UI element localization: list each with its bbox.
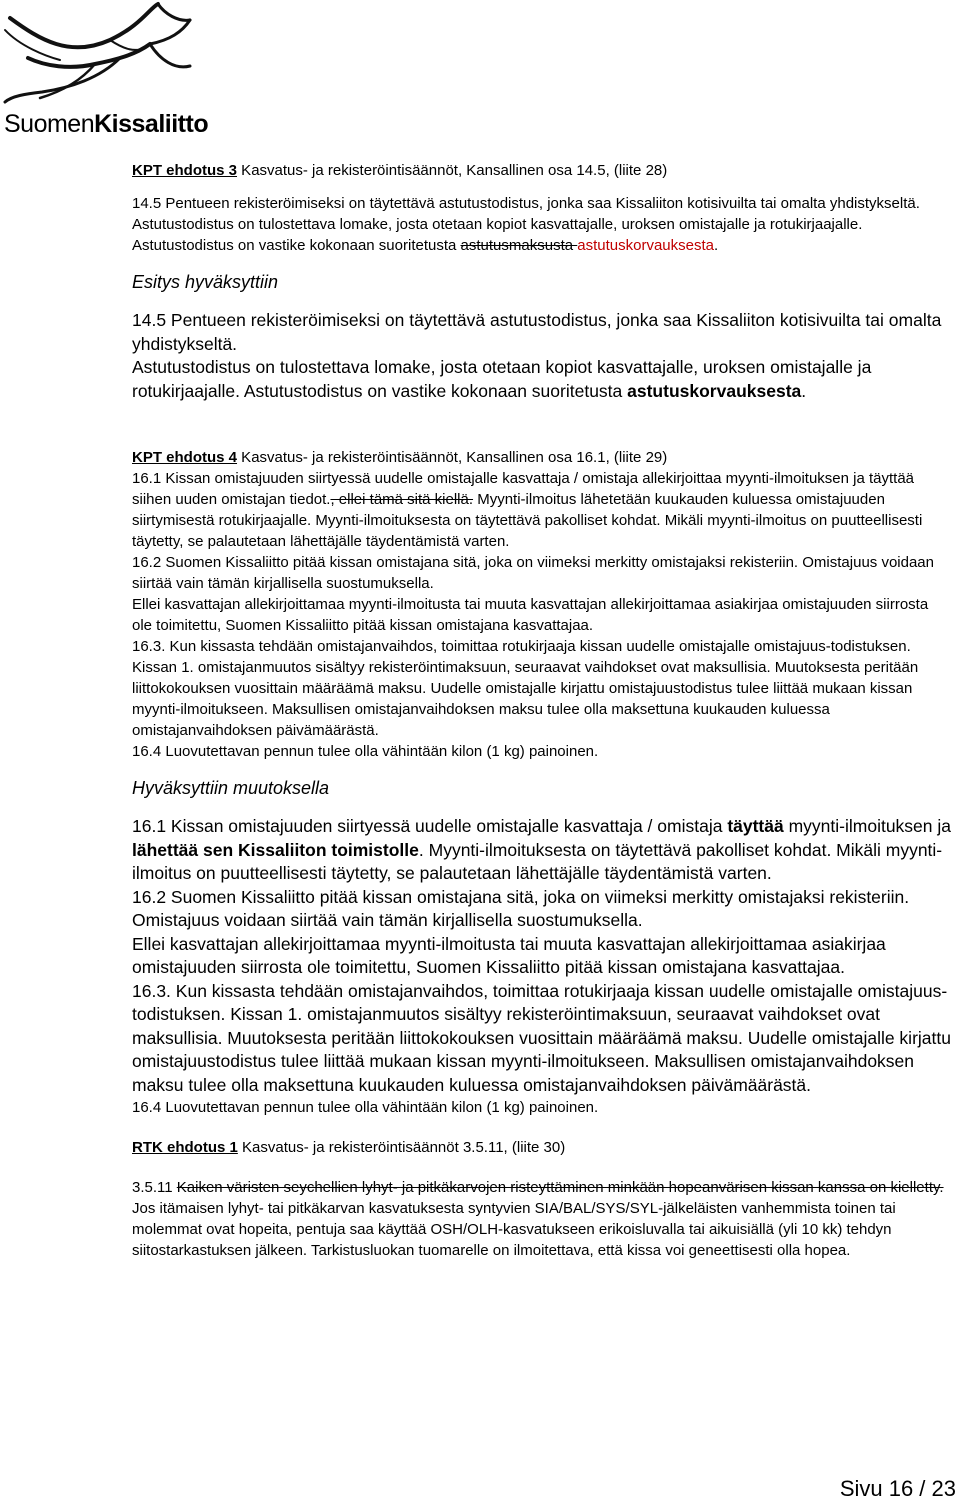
kpt3-paragraph-2 [132, 214, 952, 256]
kpt4-paragraph-1 [132, 468, 952, 552]
kpt4-heading [132, 447, 952, 468]
rtk1-struck: Kaiken väristen seychellien lyhyt- ja pitkäkarvojen risteyttäminen minkään hopeanvärisen kissan kanssa on kielletty. [176, 1179, 944, 1196]
kpt3-heading-label: KPT ehdotus 3 [132, 162, 238, 179]
kpt4-paragraph-2: 16.2 Suomen Kissaliitto pitää kissan omistajana sitä, joka on viimeksi merkitty omistajaksi rekisteriin. Omistajuus voidaan siirtää vain tämän kirjallisella suostumuksella. [132, 554, 934, 592]
kpt4-a1-mid: myynti-ilmoituksen ja [783, 816, 952, 836]
page-number: Sivu 16 / 23 [839, 1476, 956, 1501]
kpt3-approved-heading: Esitys hyväksyttiin [132, 272, 279, 292]
kpt4-approved-5: 16.4 Luovutettavan pennun tulee olla vähintään kilon (1 kg) painoinen. [132, 1099, 599, 1116]
suomen-kissaliitto-logo [0, 0, 215, 145]
rtk1-heading [132, 1137, 952, 1158]
kpt4-a1-rest: . Myynti-ilmoituksesta on täytettävä pakolliset kohdat. Mikäli myynti-ilmoitus on puutteellisesti täytetty, se palautetaan lähettäjälle täydentämistä varten. [132, 839, 943, 883]
kpt4-a1-bold-2: lähettää sen Kissaliiton toimistolle [132, 839, 419, 860]
kpt3-a2-text: Astutustodistus on tulostettava lomake, josta otetaan kopiot kasvattajalle, uroksen omistajalle ja rotukirjaajalle. Astutustodistus on vastike kokonaan suoritetusta [132, 357, 872, 401]
logo-text-bold: Kissaliitto [94, 110, 209, 138]
kpt4-p1-rest: Myynti-ilmoitus lähetetään kuukauden kuluessa omistajuuden siirtymisestä rotukirjaajalle. Myynti-ilmoituksesta on täytettävä pakolliset kohdat. Mikäli myynti-ilmoitus on puutteellisesti täytetty, se palautetaan lähettäjälle täydentämistä varten. [132, 491, 923, 550]
kpt4-p1-struck: , ellei tämä sitä kiellä. [330, 491, 474, 508]
kpt3-heading-rest: Kasvatus- ja rekisteröintisäännöt, Kansallinen osa 14.5, (liite 28) [237, 162, 668, 179]
kpt4-paragraph-5: 16.4 Luovutettavan pennun tulee olla vähintään kilon (1 kg) painoinen. [132, 743, 599, 760]
logo-wordmark [4, 110, 208, 139]
kpt4-approved-heading: Hyväksyttiin muutoksella [132, 778, 330, 798]
kpt3-paragraph-1: 14.5 Pentueen rekisteröimiseksi on täytettävä astutustodistus, jonka saa Kissaliiton kotisivuilta tai omalta yhdistykseltä. [132, 195, 920, 212]
rtk1-num: 3.5.11 [132, 1179, 177, 1196]
rtk1-paragraph-2: Jos itämaisen lyhyt- tai pitkäkarvan kasvatuksesta syntyvien SIA/BAL/SYS/SYL-jälkeläisten vanhemmista toinen tai molemmat ovat hopeita, pentuja saa käyttää OSH/OLH-kasvatukseen erikoisluvalla tai aikuisiällä (yli 10 kk) tehdyn siitostarkastuksen jälkeen. Tarkistusluokan tuomarelle on ilmoitettava, että kissa voi geneettisesti olla hopea. [132, 1200, 896, 1259]
rtk1-heading-label: RTK ehdotus 1 [132, 1139, 238, 1156]
kpt4-approved-3: Ellei kasvattajan allekirjoittamaa myynti-ilmoitusta tai muuta kasvattajan allekirjoittamaa asiakirjaa omistajuuden siirrosta ole toimitettu, Suomen Kissaliitto pitää kissan omistajana kasvattajaa. [132, 933, 886, 977]
kpt4-approved-2: 16.2 Suomen Kissaliitto pitää kissan omistajana sitä, joka on viimeksi merkitty omistajaksi rekisteriin. Omistajuus voidaan siirtää vain tämän kirjallisella suostumuksella. [132, 886, 910, 930]
kpt3-p2-end: . [714, 237, 719, 254]
kpt4-paragraph-4: 16.3. Kun kissasta tehdään omistajanvaihdos, toimittaa rotukirjaaja kissan uudelle omistajalle omistajuus-todistuksen. Kissan 1. omistajanmuutos sisältyy rekisteröintimaksuun, seuraavat vaihdokset ovat maksullisia. Muutoksesta peritään liittokokouksen vuosittain määräämä maksu. Uudelle omistajalle kirjattu omistajuustodistus tulee liittää mukaan kissan myynti-ilmoitukseen. Maksullisen omistajanvaihdoksen maksu tulee olla maksettuna kuukauden kuluessa omistajanvaihdoksen päivämäärästä. [132, 638, 919, 739]
kpt4-paragraph-3: Ellei kasvattajan allekirjoittamaa myynti-ilmoitusta tai muuta kasvattajan allekirjoittamaa asiakirjaa omistajuuden siirrosta ole toimitettu, Suomen Kissaliitto pitää kissan omistajana kasvattajaa. [132, 596, 929, 634]
kpt3-p2-struck: astutusmaksusta [460, 237, 578, 254]
kpt3-a2-end: . [801, 380, 807, 401]
kpt4-heading-label: KPT ehdotus 4 [132, 449, 238, 466]
kpt3-p2-text: Astutustodistus on tulostettava lomake, josta otetaan kopiot kasvattajalle, uroksen omistajalle ja rotukirjaajalle. Astutustodistus on vastike kokonaan suoritetusta [132, 216, 863, 254]
kpt3-a2-bold: astutuskorvauksesta [627, 380, 802, 401]
leaping-cat-logo-icon [0, 0, 215, 110]
kpt3-p2-red: astutuskorvauksesta [577, 237, 714, 254]
document-body [132, 160, 952, 1261]
kpt3-approved-1: 14.5 Pentueen rekisteröimiseksi on täytettävä astutustodistus, jonka saa Kissaliiton kotisivuilta tai omalta yhdistykseltä. [132, 310, 942, 354]
kpt4-approved-4: 16.3. Kun kissasta tehdään omistajanvaihdos, toimittaa rotukirjaaja kissan uudelle omistajalle omistajuus-todistuksen. Kissan 1. omistajanmuutos sisältyy rekisteröintimaksuun, seuraavat vaihdokset ovat maksullisia. Muutoksesta peritään liittokokouksen vuosittain määräämä maksu. Uudelle omistajalle kirjattu omistajuustodistus tulee liittää mukaan kissan myynti-ilmoitukseen. Maksullisen omistajanvaihdoksen maksu tulee olla maksettuna kuukauden kuluessa omistajanvaihdoksen päivämäärästä. [132, 980, 951, 1095]
logo-text-regular: Suomen [4, 110, 95, 138]
rtk1-heading-rest: Kasvatus- ja rekisteröintisäännöt 3.5.11, (liite 30) [237, 1139, 566, 1156]
kpt3-heading [132, 160, 952, 181]
kpt4-a1-bold-1: täyttää [727, 816, 784, 836]
kpt3-approved-2 [132, 356, 952, 403]
kpt4-heading-rest: Kasvatus- ja rekisteröintisäännöt, Kansallinen osa 16.1, (liite 29) [237, 449, 668, 466]
kpt4-a1-start: 16.1 Kissan omistajuuden siirtyessä uudelle omistajalle kasvattaja / omistaja [132, 816, 728, 836]
kpt4-approved-1 [132, 815, 952, 886]
rtk1-paragraph-1 [132, 1177, 952, 1198]
kpt4-p1-text: 16.1 Kissan omistajuuden siirtyessä uudelle omistajalle kasvattaja / omistaja allekirjoittaa myynti-ilmoituksen ja täyttää siihen uuden omistajan tiedot. [132, 470, 915, 508]
